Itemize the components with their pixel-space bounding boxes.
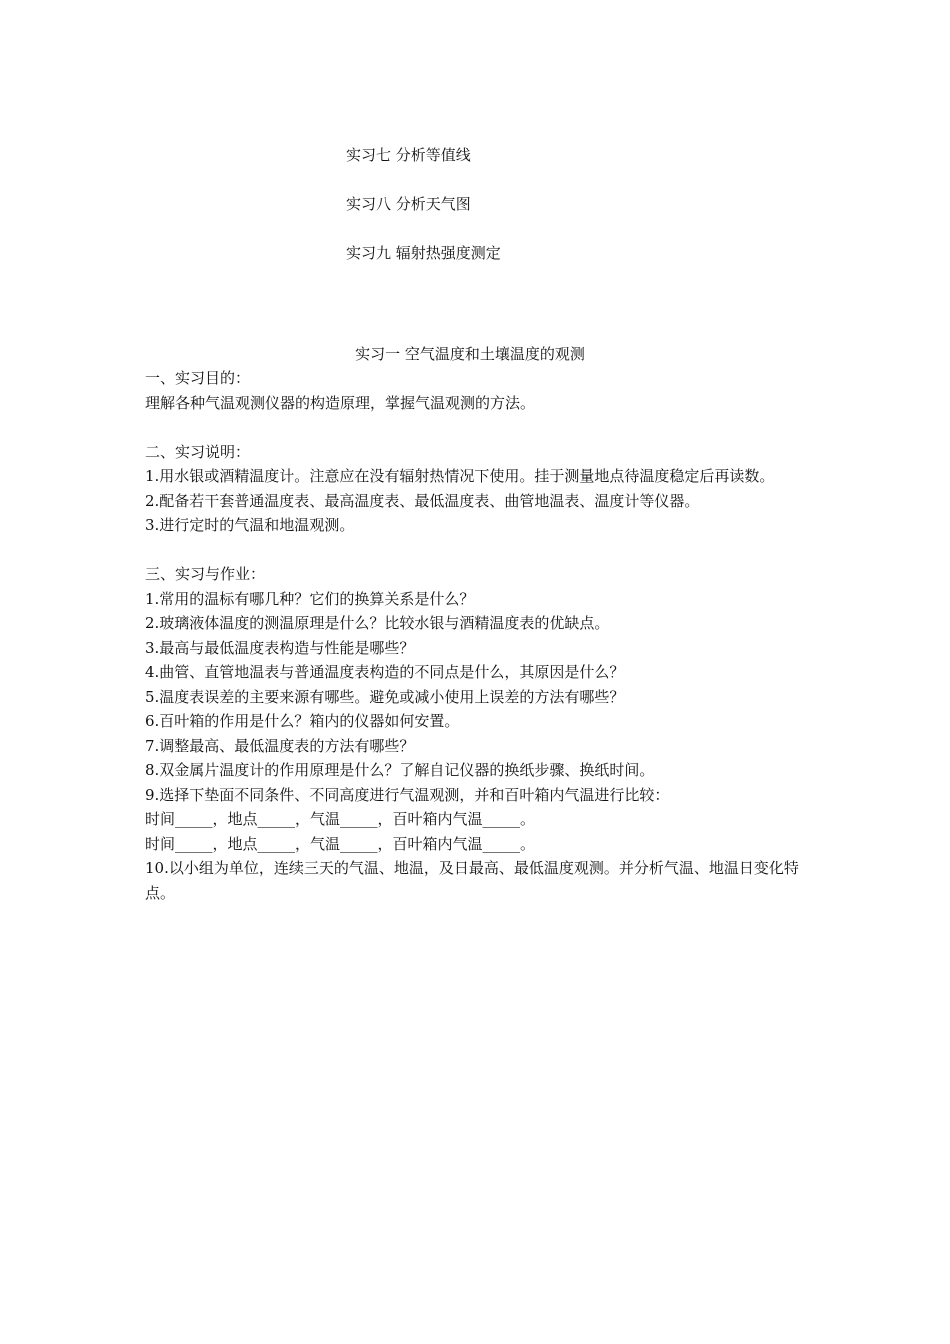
task-fill-line: 时间_____，地点_____，气温_____，百叶箱内气温_____。	[145, 810, 536, 828]
toc-item-9: 实习九 辐射热强度测定	[346, 244, 501, 262]
task-item: 7.调整最高、最低温度表的方法有哪些？	[145, 736, 415, 755]
purpose-text: 理解各种气温观测仪器的构造原理，掌握气温观测的方法。	[145, 393, 536, 412]
tasks-heading: 三、实习与作业：	[145, 565, 266, 583]
task-item: 9.选择下垫面不同条件、不同高度进行气温观测，并和百叶箱内气温进行比较：	[145, 785, 670, 804]
task-item: 8.双金属片温度计的作用原理是什么？了解自记仪器的换纸步骤、换纸时间。	[145, 761, 655, 779]
note-item: 3.进行定时的气温和地温观测。	[145, 516, 355, 534]
table-of-contents	[346, 143, 746, 290]
task-item: 10.以小组为单位，连续三天的气温、地温，及日最高、最低温度观测。并分析气温、地温日变化特点。	[145, 859, 799, 902]
note-item: 1.用水银或酒精温度计。注意应在没有辐射热情况下使用。挂于测量地点待温度稳定后再读数。	[145, 467, 775, 485]
task-item: 6.百叶箱的作用是什么？箱内的仪器如何安置。	[145, 712, 460, 730]
task-item: 4.曲管、直管地温表与普通温度表构造的不同点是什么，其原因是什么？	[145, 663, 625, 681]
toc-item-7: 实习七 分析等值线	[346, 146, 471, 164]
task-item: 3.最高与最低温度表构造与性能是哪些？	[145, 638, 415, 657]
toc-item-8: 实习八 分析天气图	[346, 195, 471, 213]
section-content	[145, 342, 815, 905]
task-item: 1.常用的温标有哪几种？它们的换算关系是什么？	[145, 589, 475, 608]
notes-heading: 二、实习说明：	[145, 442, 251, 461]
spacer	[145, 415, 815, 440]
task-fill-line: 时间_____，地点_____，气温_____，百叶箱内气温_____。	[145, 834, 536, 853]
note-item: 2.配备若干套普通温度表、最高温度表、最低温度表、曲管地温表、温度计等仪器。	[145, 491, 700, 510]
purpose-heading: 一、实习目的：	[145, 369, 251, 387]
task-item: 2.玻璃液体温度的测温原理是什么？比较水银与酒精温度表的优缺点。	[145, 614, 610, 632]
task-item: 5.温度表误差的主要来源有哪些。避免或减小使用上误差的方法有哪些？	[145, 687, 625, 706]
section-title: 实习一 空气温度和土壤温度的观测	[355, 345, 585, 363]
spacer	[145, 538, 815, 563]
